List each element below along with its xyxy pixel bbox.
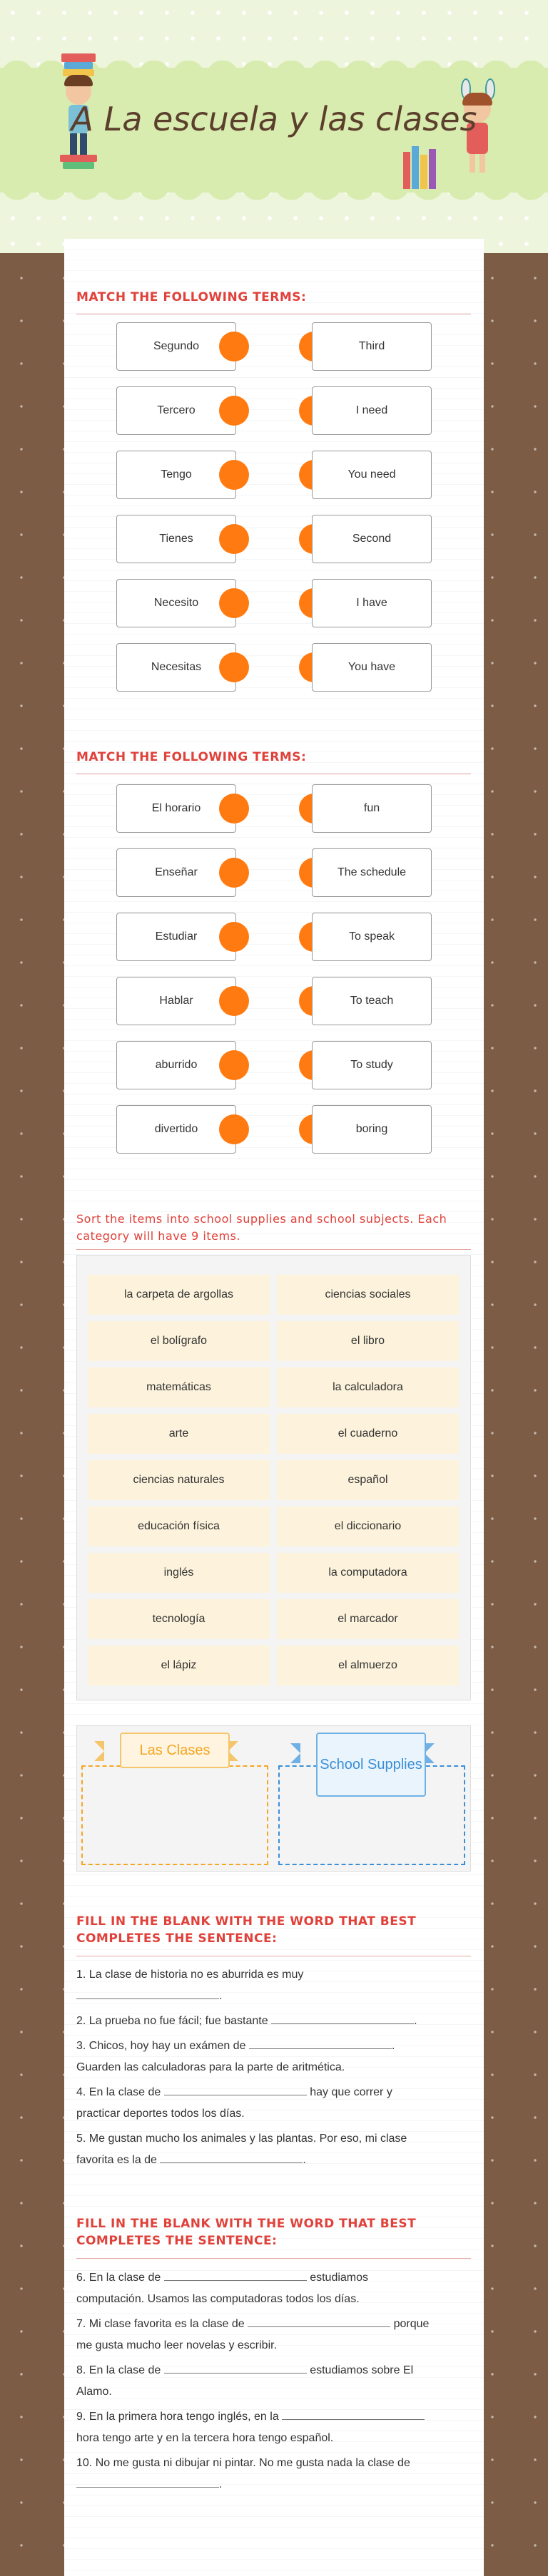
question-text: estudiamos sobre El <box>310 2364 414 2376</box>
connector-dot[interactable] <box>219 396 249 426</box>
match2-right-term[interactable]: To teach <box>312 977 432 1025</box>
blank-input[interactable] <box>248 2314 390 2327</box>
sort-rule <box>76 1249 471 1250</box>
match2-right-term[interactable]: fun <box>312 784 432 833</box>
page-title: A La escuela y las clases <box>71 100 477 138</box>
connector-dot[interactable] <box>219 332 249 361</box>
question-text: estudiamos <box>310 2272 369 2284</box>
match2-right-term[interactable]: To speak <box>312 913 432 961</box>
question-10: 10. No me gusta ni dibujar ni pintar. No me gusta nada la clase de . <box>76 2457 410 2490</box>
sort-item[interactable]: el lápiz <box>88 1646 270 1685</box>
question-text: hora tengo arte y en la tercera hora tengo español. <box>76 2432 334 2444</box>
blank-input[interactable] <box>164 2360 307 2374</box>
question-text: 2. La prueba no fue fácil; fue bastante <box>76 2015 268 2027</box>
question-text: 5. Me gustan mucho los animales y las plantas. Por eso, mi clase <box>76 2133 407 2145</box>
category-label-las-clases: Las Clases <box>120 1733 230 1768</box>
category-label-school-supplies: School Supplies <box>316 1733 426 1797</box>
question-text: practicar deportes todos los días. <box>76 2108 245 2120</box>
sort-item[interactable]: ciencias sociales <box>277 1275 459 1315</box>
sort-item[interactable]: el bolígrafo <box>88 1321 270 1361</box>
blank-input[interactable] <box>164 2267 307 2281</box>
fill1-title: FILL IN THE BLANK WITH THE WORD THAT BEST COMPLETES THE SENTENCE: <box>76 1914 417 1946</box>
question-5: 5. Me gustan mucho los animales y las plantas. Por eso, mi clase favorita es la de . <box>76 2133 407 2166</box>
ribbon-right-tail <box>228 1741 238 1761</box>
connector-dot[interactable] <box>219 794 249 823</box>
question-8 <box>76 2360 471 2403</box>
connector-dot[interactable] <box>219 588 249 618</box>
question-text: favorita es la de <box>76 2154 157 2166</box>
question-text: computación. Usamos las computadoras todos los días. <box>76 2293 360 2305</box>
sort-item[interactable]: inglés <box>88 1553 270 1593</box>
sort-item[interactable]: la calculadora <box>277 1367 459 1407</box>
question-text: 8. En la clase de <box>76 2364 161 2376</box>
match1-left-term[interactable]: Tercero <box>116 386 236 435</box>
match2-right-term[interactable]: The schedule <box>312 848 432 897</box>
sort-item[interactable]: arte <box>88 1414 270 1454</box>
question-4 <box>76 2082 471 2125</box>
connector-dot[interactable] <box>219 1050 249 1080</box>
sort-item[interactable]: la carpeta de argollas <box>88 1275 270 1315</box>
sort-item[interactable]: el cuaderno <box>277 1414 459 1454</box>
question-text: 3. Chicos, hoy hay un exámen de <box>76 2040 246 2052</box>
question-text: me gusta mucho leer novelas y escribir. <box>76 2339 278 2351</box>
sort-item[interactable]: tecnología <box>88 1599 270 1639</box>
category-box-las-clases[interactable] <box>81 1765 268 1865</box>
sort-item[interactable]: matemáticas <box>88 1367 270 1407</box>
connector-dot[interactable] <box>219 986 249 1016</box>
ribbon-right-tail <box>425 1743 435 1763</box>
match2-right-term[interactable]: To study <box>312 1041 432 1089</box>
sort-item[interactable]: español <box>277 1460 459 1500</box>
sort-item[interactable]: la computadora <box>277 1553 459 1593</box>
sort-item[interactable]: el marcador <box>277 1599 459 1639</box>
connector-dot[interactable] <box>219 1114 249 1144</box>
sort-item[interactable]: el almuerzo <box>277 1646 459 1685</box>
blank-input[interactable] <box>164 2082 307 2095</box>
question-text: 1. La clase de historia no es aburrida es muy <box>76 1969 304 1981</box>
question-text: 7. Mi clase favorita es la clase de <box>76 2318 245 2330</box>
books-illustration <box>403 146 446 189</box>
match1-left-term[interactable]: Necesitas <box>116 643 236 692</box>
connector-dot[interactable] <box>219 460 249 490</box>
match2-left-term[interactable]: El horario <box>116 784 236 833</box>
sort-item[interactable]: ciencias naturales <box>88 1460 270 1500</box>
match2-right-term[interactable]: boring <box>312 1105 432 1154</box>
question-text: Alamo. <box>76 2386 112 2398</box>
connector-dot[interactable] <box>219 922 249 952</box>
blank-input[interactable] <box>249 2036 392 2049</box>
sort-item[interactable]: el libro <box>277 1321 459 1361</box>
match2-left-term[interactable]: Estudiar <box>116 913 236 961</box>
match1-right-term[interactable]: You have <box>312 643 432 692</box>
sort-item[interactable]: educación física <box>88 1507 270 1546</box>
match1-right-term[interactable]: I have <box>312 579 432 627</box>
match1-right-term[interactable]: Second <box>312 515 432 563</box>
match1-left-term[interactable]: Tienes <box>116 515 236 563</box>
match2-left-term[interactable]: Enseñar <box>116 848 236 897</box>
question-text: hay que correr y <box>310 2086 392 2098</box>
fill2-rule <box>76 2258 471 2259</box>
ribbon-left-tail <box>94 1741 104 1761</box>
blank-input[interactable] <box>282 2406 425 2420</box>
match1-left-term[interactable]: Necesito <box>116 579 236 627</box>
question-text: 9. En la primera hora tengo inglés, en la <box>76 2411 279 2423</box>
match2-left-term[interactable]: Hablar <box>116 977 236 1025</box>
question-7 <box>76 2314 471 2356</box>
sort-instructions: Sort the items into school supplies and school subjects. Each category will have 9 items. <box>76 1212 447 1243</box>
question-text: 6. En la clase de <box>76 2272 161 2284</box>
match2-left-term[interactable]: aburrido <box>116 1041 236 1089</box>
connector-dot[interactable] <box>219 858 249 888</box>
match1-right-term[interactable]: I need <box>312 386 432 435</box>
match1-right-term[interactable]: Third <box>312 322 432 371</box>
match2-title: MATCH THE FOLLOWING TERMS: <box>76 750 307 764</box>
match1-title: MATCH THE FOLLOWING TERMS: <box>76 290 307 304</box>
question-text: 4. En la clase de <box>76 2086 161 2098</box>
question-9 <box>76 2406 471 2449</box>
student-girl-illustration <box>457 78 499 200</box>
connector-dot[interactable] <box>219 524 249 554</box>
fill2-title: FILL IN THE BLANK WITH THE WORD THAT BEST COMPLETES THE SENTENCE: <box>76 2217 417 2248</box>
blank-input[interactable] <box>160 2150 303 2163</box>
question-text: 10. No me gusta ni dibujar ni pintar. No me gusta nada la clase de <box>76 2457 410 2469</box>
blank-input[interactable] <box>271 2011 414 2024</box>
question-3: 3. Chicos, hoy hay un exámen de . Guarden las calculadoras para la parte de aritmética. <box>76 2036 471 2078</box>
match2-left-term[interactable]: divertido <box>116 1105 236 1154</box>
question-6 <box>76 2267 471 2310</box>
question-2: 2. La prueba no fue fácil; fue bastante . <box>76 2011 471 2032</box>
blank-input[interactable] <box>76 1986 219 1999</box>
match1-left-term[interactable]: Segundo <box>116 322 236 371</box>
match1-right-term[interactable]: You need <box>312 451 432 499</box>
question-1: 1. La clase de historia no es aburrida es muy . <box>76 1969 304 2002</box>
match1-left-term[interactable]: Tengo <box>116 451 236 499</box>
question-text: Guarden las calculadoras para la parte de aritmética. <box>76 2061 345 2073</box>
blank-input[interactable] <box>76 2474 219 2488</box>
connector-dot[interactable] <box>219 652 249 682</box>
sort-item[interactable]: el diccionario <box>277 1507 459 1546</box>
question-text: porque <box>393 2318 430 2330</box>
ribbon-left-tail <box>290 1743 300 1763</box>
